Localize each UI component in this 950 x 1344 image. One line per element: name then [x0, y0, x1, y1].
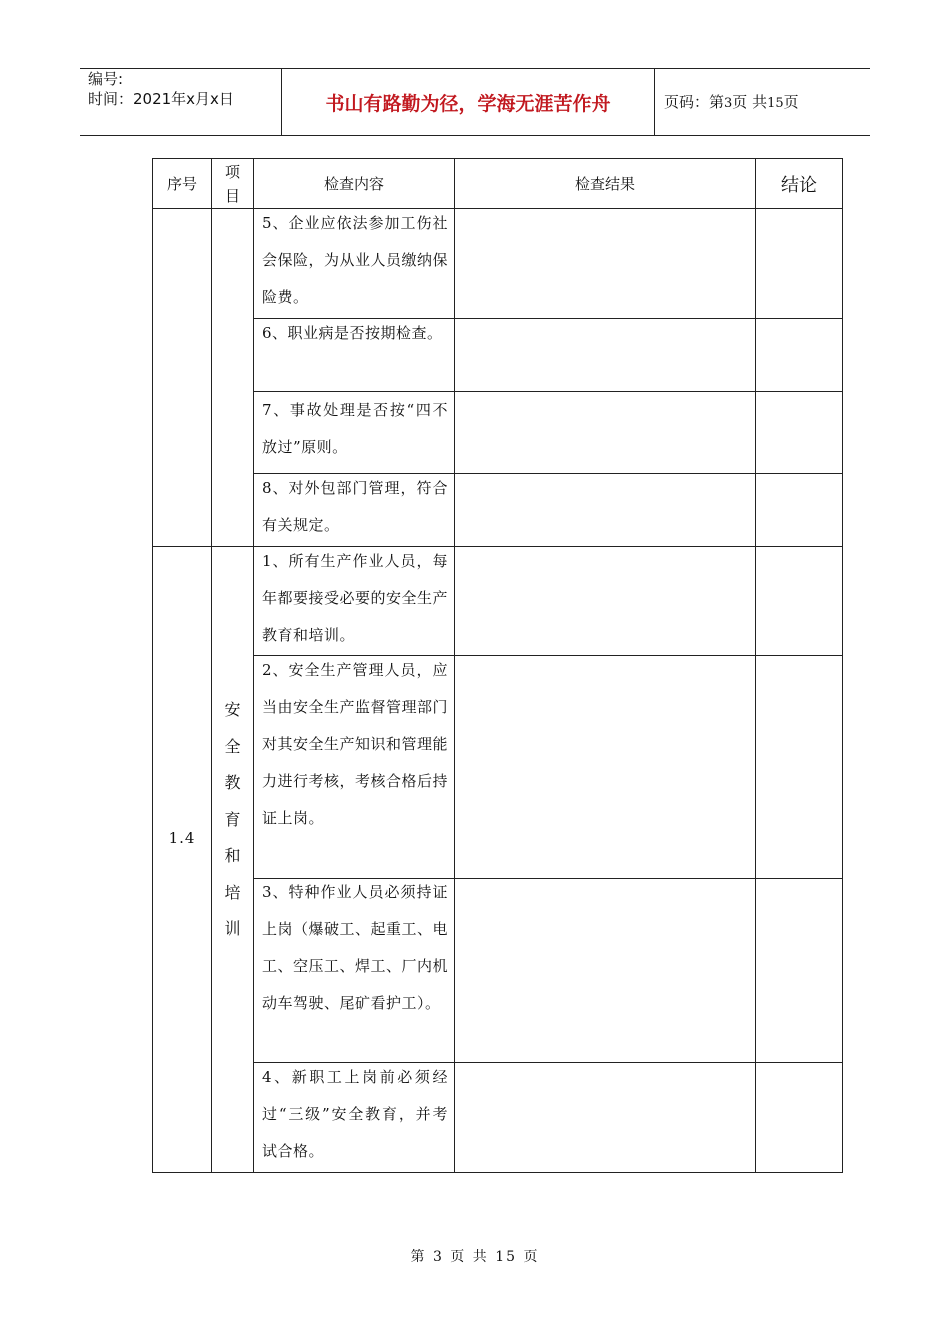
header-motto: 书山有路勤为径，学海无涯苦作舟: [325, 93, 611, 115]
page-mid: 页 共: [732, 93, 768, 111]
table-col-line: [454, 158, 455, 1173]
header-conclusion: 结论: [781, 174, 817, 196]
check-content-cell: 2、安全生产管理人员，应当由安全生产监督管理部门对其安全生产知识和管理能力进行考核，考核合格后持证上岗。: [262, 661, 449, 827]
check-content-cell: 3、特种作业人员必须持证上岗（爆破工、起重工、电工、空压工、焊工、厂内机动车驾驶、尾矿看护工）。: [262, 883, 449, 1012]
header-item-line1: 项: [224, 162, 240, 181]
header-bottom-rule: [80, 135, 870, 136]
table-col-line: [755, 158, 756, 1173]
check-content-cell: 8、对外包部门管理，符合有关规定。: [262, 479, 448, 534]
footer-page-number: 第 3 页 共 15 页: [410, 1249, 540, 1265]
section-title-char: 和: [224, 846, 241, 865]
check-content-cell: 6、职业病是否按期检查。: [262, 324, 443, 342]
section-number: 1.4: [168, 829, 196, 847]
header-content: 检查内容: [323, 175, 384, 193]
header-top-rule: [80, 68, 870, 69]
table-col-line: [211, 158, 212, 1173]
check-content-cell: 7、事故处理是否按“四不放过”原则。: [262, 401, 448, 456]
section-title-char: 育: [224, 809, 241, 829]
check-content-cell: 1、所有生产作业人员，每年都要接受必要的安全生产教育和培训。: [262, 552, 449, 644]
section-title-char: 训: [224, 919, 241, 938]
check-content-cell: 4、新职工上岗前必须经过“三级”安全教育，并考试合格。: [262, 1068, 448, 1160]
table-border-bottom: [152, 1172, 843, 1173]
section-title-char: 全: [224, 736, 241, 756]
header-item: [212, 158, 253, 209]
section-title-char: 培: [224, 882, 241, 902]
table-border-right: [842, 158, 843, 1173]
document-date: 时间：2021年x月x日: [88, 90, 234, 108]
section-title-char: 安: [224, 700, 241, 719]
table-border-left: [152, 158, 153, 1173]
page-current: 3: [724, 96, 733, 111]
page-total: 15: [767, 96, 784, 111]
table-col-line: [253, 158, 254, 1173]
check-content-cell: 5、企业应依法参加工伤社会保险，为从业人员缴纳保险费。: [262, 214, 449, 306]
section-title-char: 教: [224, 773, 241, 792]
header-divider: [654, 68, 655, 136]
header-seq: 序号: [166, 175, 197, 193]
page-prefix: 页码：第: [664, 93, 725, 111]
header-page-number: [664, 90, 799, 116]
table-section-rule: [152, 546, 843, 547]
page-suffix: 页: [783, 93, 799, 111]
header-result: 检查结果: [574, 175, 635, 193]
header-item-line2: 目: [224, 186, 240, 205]
section-title: [212, 692, 253, 948]
document-code-label: 编号:: [88, 70, 124, 88]
